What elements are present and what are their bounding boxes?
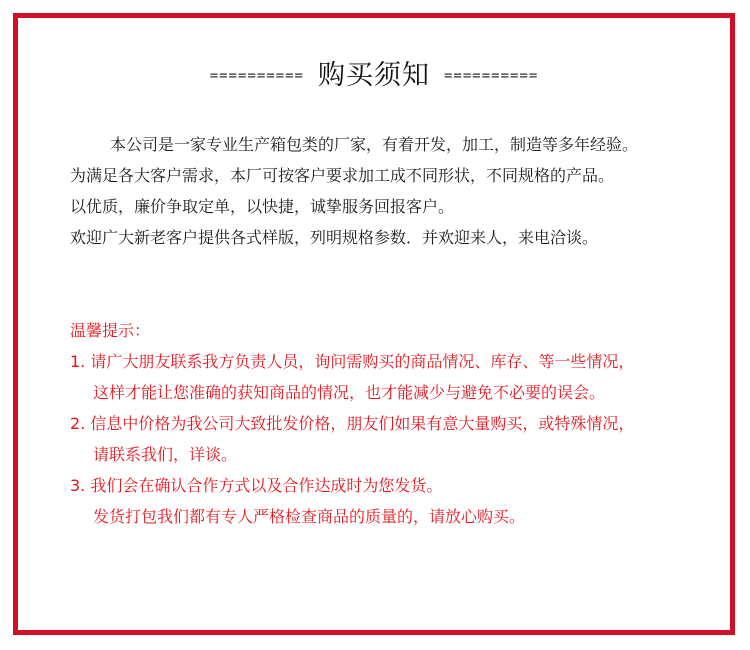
page-title: 购买须知 <box>318 60 430 91</box>
tip-item-3-line-2: 发货打包我们都有专人严格检查商品的质量的，请放心购买。 <box>93 507 526 526</box>
tip-item-1-line-2: 这样才能让您准确的获知商品的情况，也才能减少与避免不必要的误会。 <box>93 383 606 402</box>
tip-item-2-line-2: 请联系我们，详谈。 <box>93 445 238 464</box>
title-left-decoration: ========== <box>209 67 304 84</box>
tip-item-1-line-1: 1. 请广大朋友联系我方负责人员，询问需购买的商品情况、库存、等一些情况， <box>70 352 635 371</box>
tips-section <box>70 315 730 532</box>
notice-frame <box>13 13 735 635</box>
tips-heading: 温馨提示： <box>70 321 151 340</box>
intro-line: 欢迎广大新老客户提供各式样版，列明规格参数．并欢迎来人，来电洽谈。 <box>70 228 599 247</box>
intro-line: 本公司是一家专业生产箱包类的厂家，有着开发，加工，制造等多年经验。 <box>110 135 639 154</box>
intro-line: 为满足各大客户需求，本厂可按客户要求加工成不同形状，不同规格的产品。 <box>70 166 615 185</box>
title-row <box>18 53 730 92</box>
company-intro <box>70 129 730 253</box>
title-right-decoration: ========== <box>444 67 539 84</box>
tip-item-3-line-1: 3. 我们会在确认合作方式以及合作达成时为您发货。 <box>70 476 443 495</box>
intro-line: 以优质，廉价争取定单，以快捷，诚挚服务回报客户。 <box>70 197 455 216</box>
tip-item-2-line-1: 2. 信息中价格为我公司大致批发价格，朋友们如果有意大量购买，或特殊情况， <box>70 414 635 433</box>
